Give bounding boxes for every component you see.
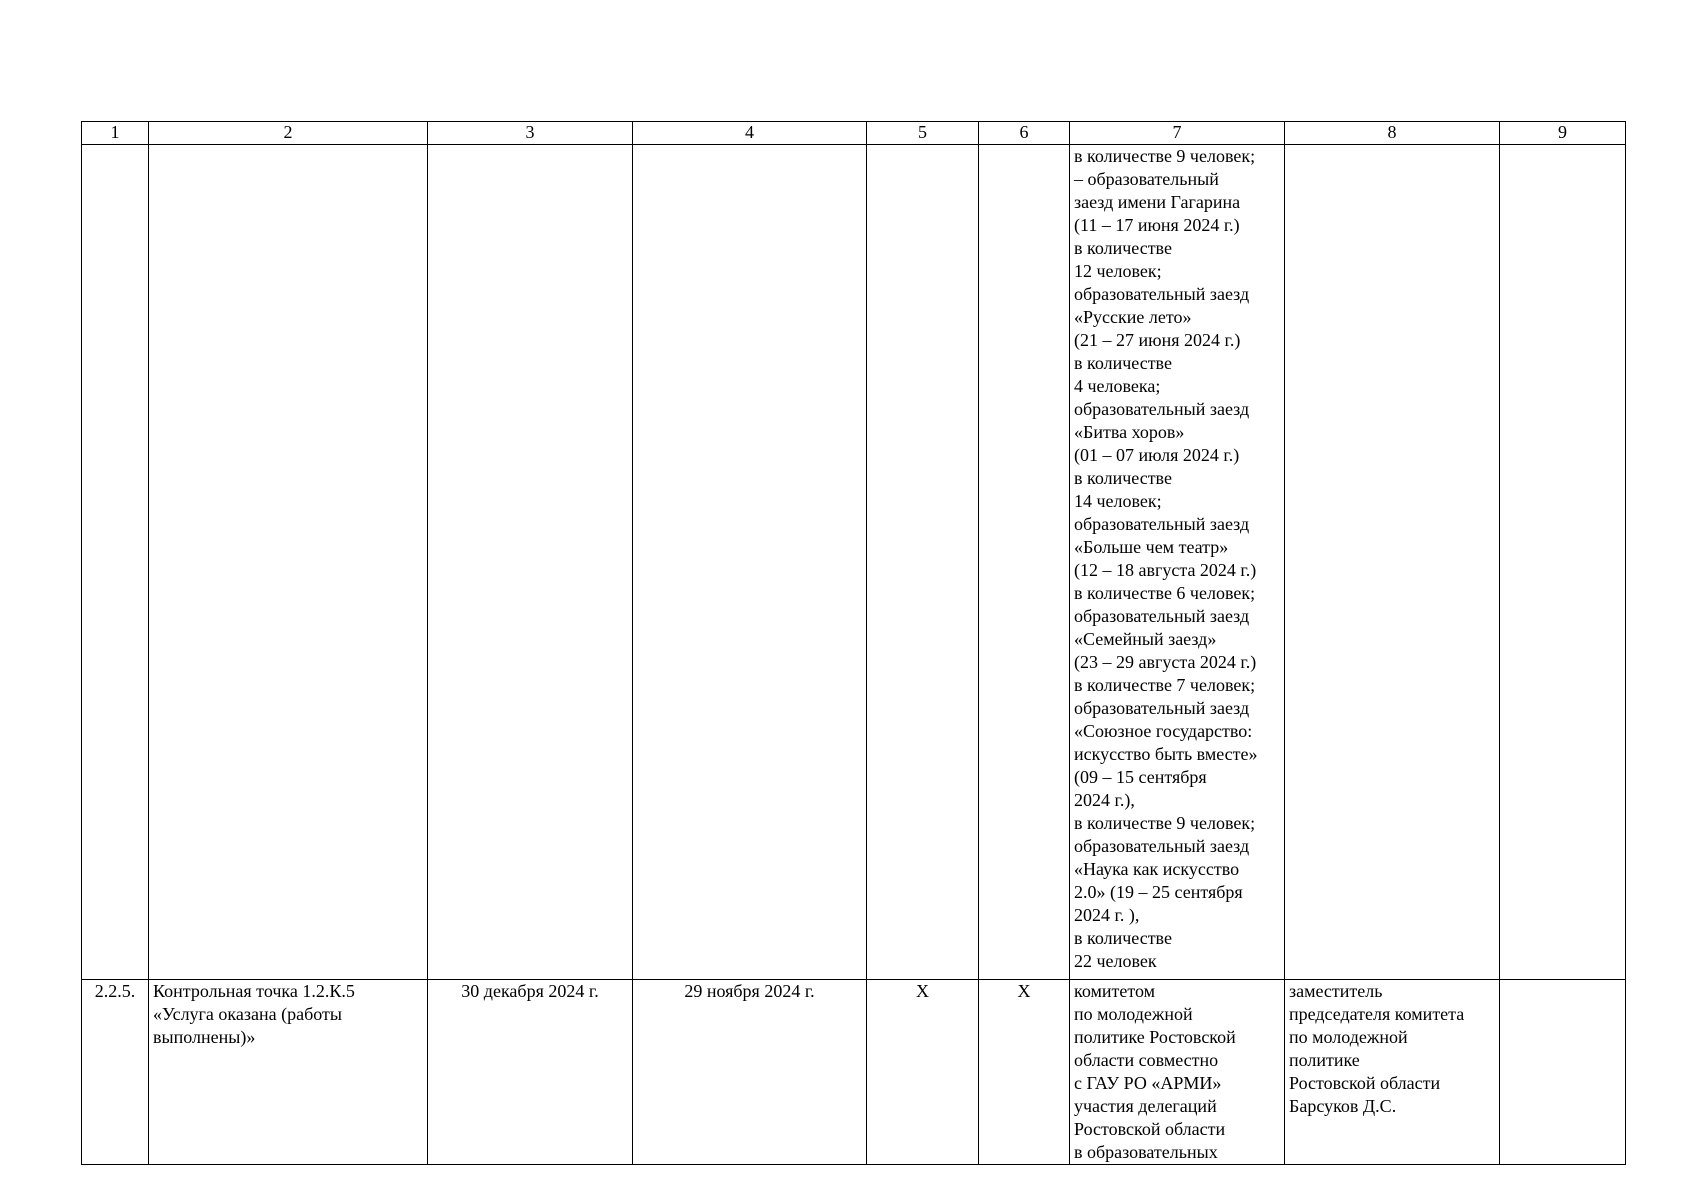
column-number-9: 9 [1500, 122, 1626, 145]
column-number-row [82, 122, 1626, 145]
column-number-8: 8 [1285, 122, 1500, 145]
cell-planned-date: 30 декабря 2024 г. [428, 980, 633, 1165]
cell-number: 2.2.5. [82, 980, 149, 1165]
cell-actual-date: 29 ноября 2024 г. [633, 980, 867, 1165]
column-number-7: 7 [1070, 122, 1285, 145]
table-row [82, 145, 1626, 980]
cell-col-6: X [979, 980, 1070, 1165]
report-table [81, 121, 1626, 1165]
cell-responsible: заместитель председателя комитета по молодежной политике Ростовской области Барсуков Д.С. [1285, 980, 1500, 1165]
cell-col-5: X [867, 980, 979, 1165]
cell-number [82, 145, 149, 980]
cell-event-name: Контрольная точка 1.2.К.5 «Услуга оказана (работы выполнены)» [149, 980, 428, 1165]
column-number-2: 2 [149, 122, 428, 145]
table-row [82, 980, 1626, 1165]
cell-col-6 [979, 145, 1070, 980]
cell-event-name [149, 145, 428, 980]
cell-col-9 [1500, 980, 1626, 1165]
cell-result-description: комитетом по молодежной политике Ростовской области совместно с ГАУ РО «АРМИ» участия делегаций Ростовской области в образовательных [1070, 980, 1285, 1165]
column-number-1: 1 [82, 122, 149, 145]
cell-result-description: в количестве 9 человек; – образовательный заезд имени Гагарина (11 – 17 июня 2024 г.) в количестве 12 человек; образовательный заезд «Русские лето» (21 – 27 июня 2024 г.) в количестве 4 человека; образовательный заезд «Битва хоров» (01 – 07 июля 2024 г.) в количестве 14 человек; образовательный заезд «Больше чем театр» (12 – 18 августа 2024 г.) в количестве 6 человек; образовательный заезд «Семейный заезд» (23 – 29 августа 2024 г.) в количестве 7 человек; образовательный заезд «Союзное государство: искусство быть вместе» (09 – 15 сентября 2024 г.), в количестве 9 человек; образовательный заезд «Наука как искусство 2.0» (19 – 25 сентября 2024 г. ), в количестве 22 человек [1070, 145, 1285, 980]
cell-col-5 [867, 145, 979, 980]
column-number-4: 4 [633, 122, 867, 145]
column-number-5: 5 [867, 122, 979, 145]
cell-planned-date [428, 145, 633, 980]
cell-responsible [1285, 145, 1500, 980]
cell-actual-date [633, 145, 867, 980]
column-number-3: 3 [428, 122, 633, 145]
column-number-6: 6 [979, 122, 1070, 145]
cell-col-9 [1500, 145, 1626, 980]
